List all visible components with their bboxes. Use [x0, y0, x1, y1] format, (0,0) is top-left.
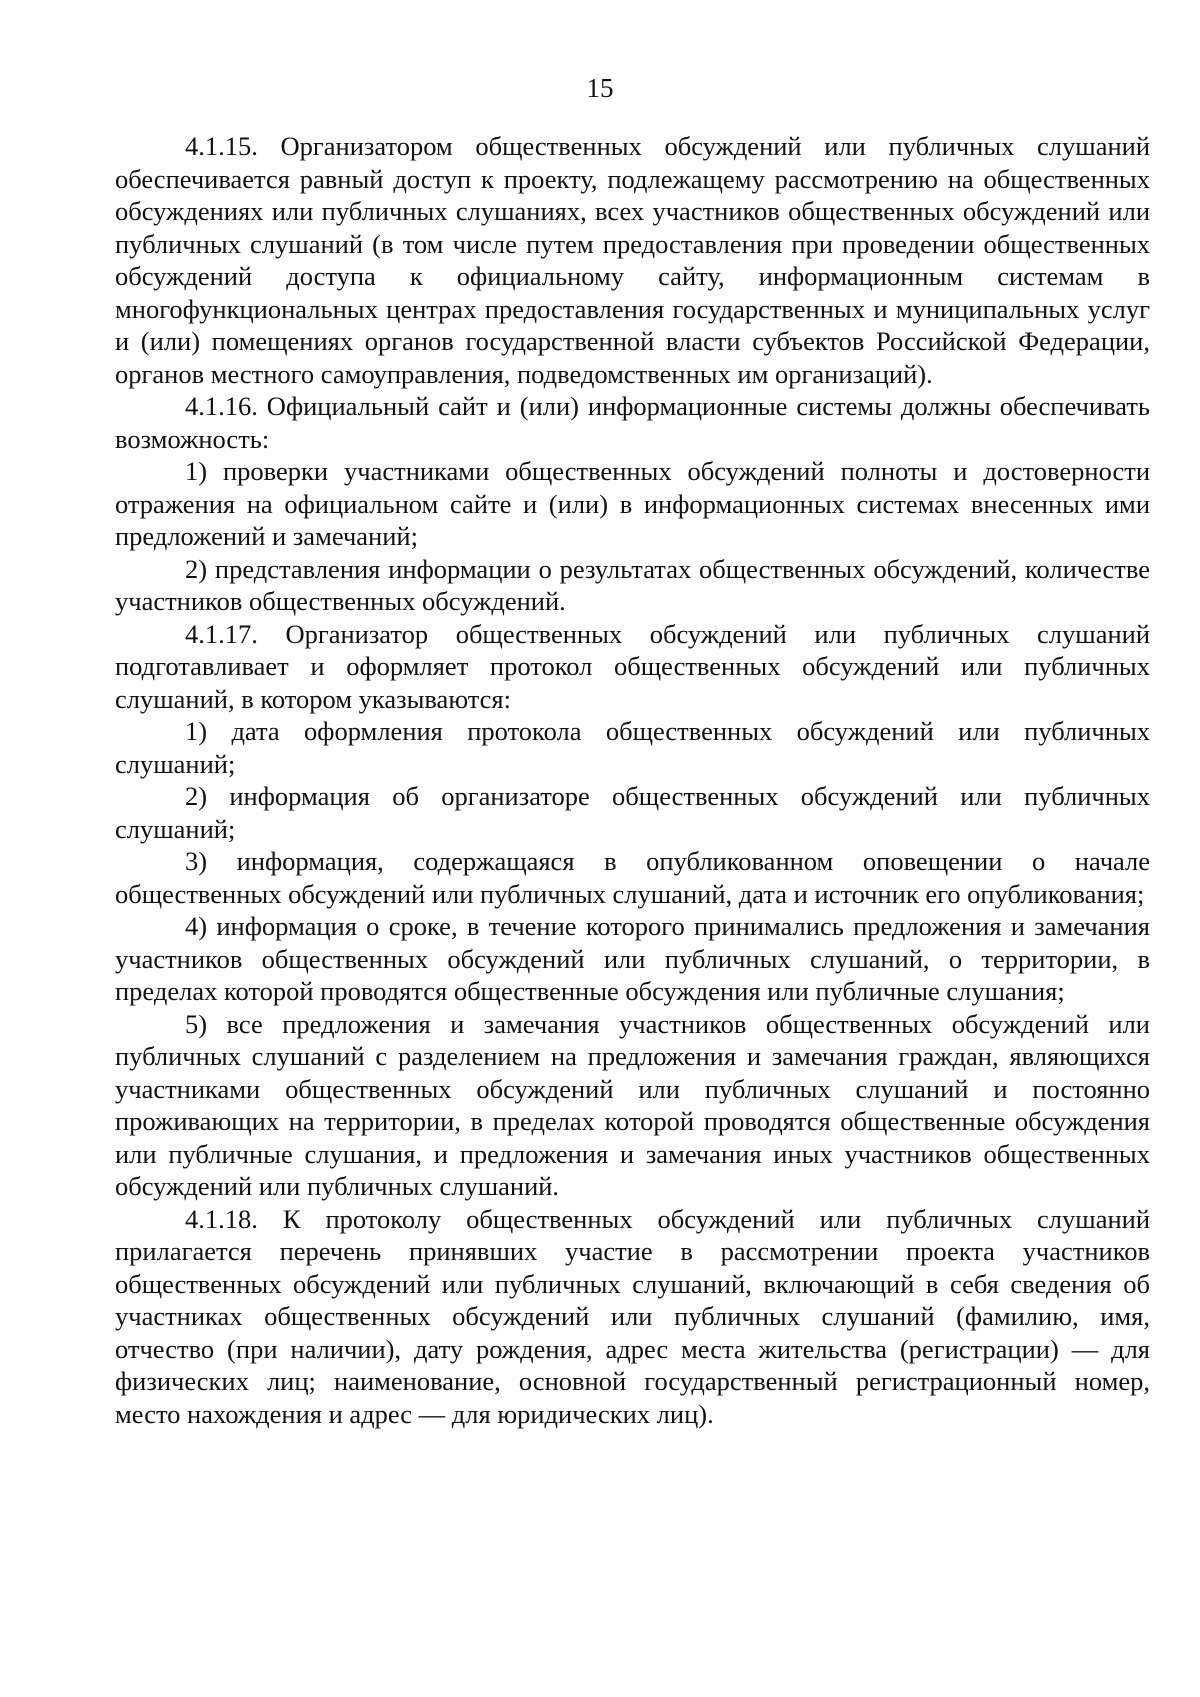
list-item-4-1-16-1: 1) проверки участниками общественных обсуждений полноты и достоверности отражения на официальном сайте и (или) в информационных системах внесенных ими предложений и замечаний;	[115, 456, 1150, 551]
list-item-4-1-17-4: 4) информация о сроке, в течение которого принимались предложения и замечания участников общественных обсуждений или публичных слушаний, о территории, в пределах которой проводятся общественные обсуждения или публичные слушания;	[115, 911, 1150, 1006]
paragraph-4-1-18: 4.1.18. К протоколу общественных обсуждений или публичных слушаний прилагается перечень принявших участие в рассмотрении проекта участников общественных обсуждений или публичных слушаний, включающий в себя сведения об участниках общественных обсуждений или публичных слушаний (фамилию, имя, отчество (при наличии), дату рождения, адрес места жительства (регистрации) — для физических лиц; наименование, основной государственный регистрационный номер, место нахождения и адрес — для юридических лиц).	[115, 1203, 1150, 1429]
paragraph-4-1-16: 4.1.16. Официальный сайт и (или) информационные системы должны обеспечивать возможность:	[115, 391, 1150, 454]
document-body	[115, 130, 1150, 1430]
page-number: 15	[586, 73, 614, 103]
list-item-4-1-17-1: 1) дата оформления протокола общественных обсуждений или публичных слушаний;	[115, 716, 1150, 779]
paragraph-4-1-17: 4.1.17. Организатор общественных обсуждений или публичных слушаний подготавливает и оформляет протокол общественных обсуждений или публичных слушаний, в котором указываются:	[115, 618, 1150, 714]
list-item-4-1-17-3: 3) информация, содержащаяся в опубликованном оповещении о начале общественных обсуждений или публичных слушаний, дата и источник его опубликования;	[115, 846, 1150, 909]
paragraph-4-1-15: 4.1.15. Организатором общественных обсуждений или публичных слушаний обеспечивается равный доступ к проекту, подлежащему рассмотрению на общественных обсуждениях или публичных слушаниях, всех участников общественных обсуждений или публичных слушаний (в том числе путем предоставления при проведении общественных обсуждений доступа к официальному сайту, информационным системам в многофункциональных центрах предоставления государственных и муниципальных услуг и (или) помещениях органов государственной власти субъектов Российской Федерации, органов местного самоуправления, подведомственных им организаций).	[115, 131, 1150, 389]
list-item-4-1-17-2: 2) информация об организаторе общественных обсуждений или публичных слушаний;	[115, 781, 1150, 844]
list-item-4-1-16-2: 2) представления информации о результатах общественных обсуждений, количестве участников общественных обсуждений.	[115, 553, 1150, 616]
list-item-4-1-17-5: 5) все предложения и замечания участников общественных обсуждений или публичных слушаний с разделением на предложения и замечания граждан, являющихся участниками общественных обсуждений или публичных слушаний и постоянно проживающих на территории, в пределах которой проводятся общественные обсуждения или публичные слушания, и предложения и замечания иных участников общественных обсуждений или публичных слушаний.	[115, 1008, 1150, 1201]
